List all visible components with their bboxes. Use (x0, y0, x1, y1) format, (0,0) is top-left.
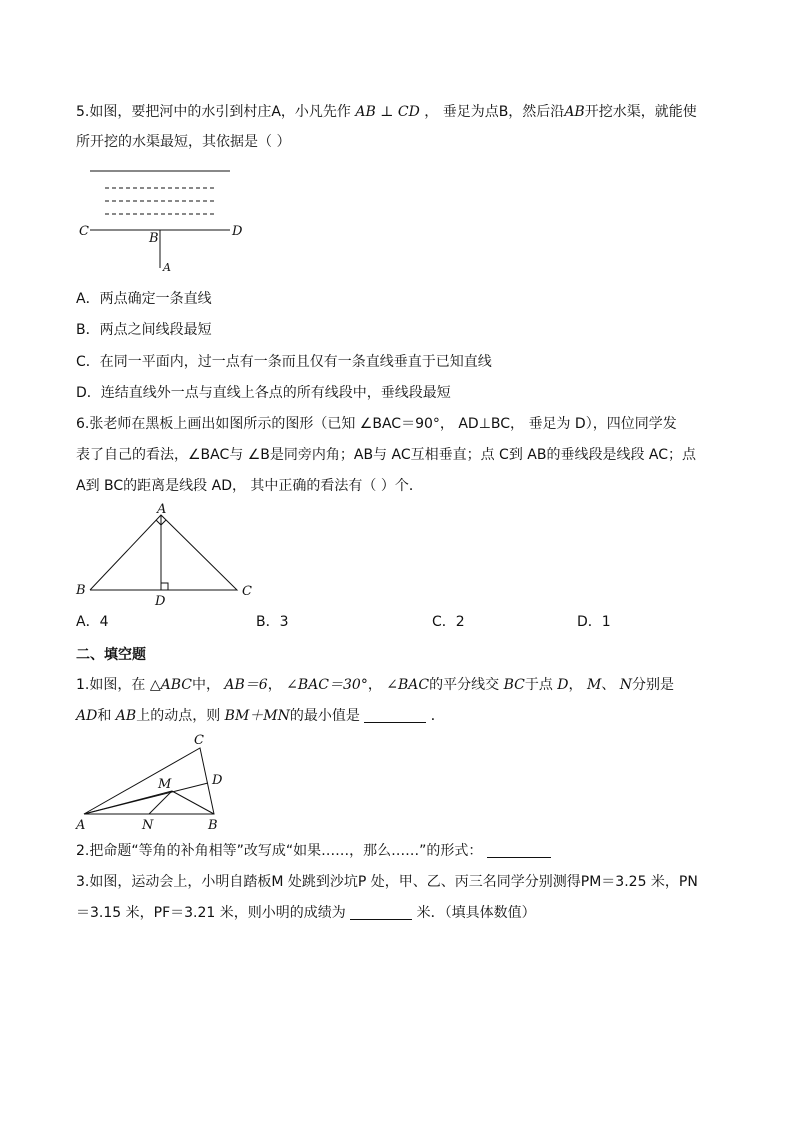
f1-text: 的平分线交 (429, 677, 504, 693)
f2-answer-blank[interactable] (487, 843, 551, 858)
q5-option-c: C．在同一平面内，过一点有一条而且仅有一条直线垂直于已知直线 (76, 354, 492, 370)
q6-option-d: D．1 (577, 614, 611, 630)
q5-stem-line2: 所开挖的水渠最短，其依据是（ ） (76, 134, 291, 150)
f1-label-a: A (76, 818, 86, 833)
f1-label-n: N (142, 818, 154, 833)
f3-answer-blank[interactable] (350, 905, 412, 920)
q6-stem-line2: 表了自己的看法，∠BAC与 ∠B是同旁内角；AB与 AC互相垂直；点 C到 AB的垂线段是线段 AC；点 (76, 447, 697, 463)
f1-text: ， (367, 677, 387, 693)
q5-label-c: C (79, 224, 89, 239)
q5-math-perp: AB ⊥ CD (355, 104, 420, 120)
f1-text: 、 (601, 677, 620, 693)
q6-label-d: D (155, 594, 166, 609)
f1-math: BM＋MN (224, 708, 290, 724)
f1-math: ∠BAC (386, 677, 430, 693)
q5-option-a: A．两点确定一条直线 (76, 291, 212, 307)
f1-text: ， (267, 677, 287, 693)
q6-stem-line3: A到 BC的距离是线段 AD， 其中正确的看法有（ ）个． (76, 478, 423, 494)
f1-math: N (619, 677, 633, 693)
q5-label-d: D (232, 224, 243, 239)
q5-option-b: B．两点之间线段最短 (76, 322, 212, 338)
f1-math: AB＝6 (224, 677, 268, 693)
f3-stem-line2 (76, 903, 536, 923)
f3-text: 米．（填具体数值） (416, 905, 536, 921)
f1-math: BC (503, 677, 525, 693)
f1-text: 分别是 (632, 677, 675, 693)
f1-text: 1.如图，在 (76, 677, 150, 693)
q5-text: 开挖水渠，就能使 (584, 104, 697, 120)
q5-label-b: B (149, 231, 159, 246)
q5-text: ， 垂足为点B，然后沿 (424, 104, 565, 120)
q6-option-c: C．2 (432, 614, 465, 630)
f1-text: 上的动点，则 (136, 708, 225, 724)
f1-label-m: M (158, 777, 172, 792)
f1-math: M (586, 677, 602, 693)
q6-stem-line1: 6.张老师在黑板上画出如图所示的图形（已知 ∠BAC＝90°， AD⊥BC， 垂足为 D），四位同学发 (76, 416, 677, 432)
f1-text: ． (430, 708, 445, 724)
f1-math: AD (76, 708, 98, 724)
q5-text: 5.如图，要把河中的水引到村庄A，小凡先作 (76, 104, 351, 120)
f1-text: 和 (97, 708, 116, 724)
f1-text: 中， (191, 677, 225, 693)
f1-math: △ABC (149, 677, 192, 693)
f1-text: 于点 (524, 677, 558, 693)
q5-label-a: A (163, 261, 171, 274)
f1-label-b: B (208, 818, 218, 833)
f2-text: 2.把命题“等角的补角相等”改写成“如果……，那么……”的形式： (76, 843, 483, 859)
f1-math: D (557, 677, 569, 693)
f3-text: ＝3.15 米，PF＝3.21 米，则小明的成绩为 (76, 905, 346, 921)
f1-text: 的最小值是 (289, 708, 360, 724)
q5-option-d: D．连结直线外一点与直线上各点的所有线段中，垂线段最短 (76, 385, 451, 401)
q6-option-b: B．3 (256, 614, 289, 630)
q6-label-a: A (157, 502, 167, 517)
section-heading-fill-in: 二、填空题 (76, 647, 146, 663)
q6-option-a: A．4 (76, 614, 109, 630)
f1-text: ， (568, 677, 587, 693)
q5-math-ab: AB (564, 104, 585, 120)
f1-math: ∠BAC＝30° (286, 677, 368, 693)
f2-stem (76, 841, 551, 861)
f1-label-c: C (194, 733, 204, 748)
f3-stem-line1: 3.如图，运动会上，小明自踏板M 处跳到沙坑P 处，甲、乙、丙三名同学分别测得PM＝3.25 米，PN (76, 874, 698, 890)
q6-label-c: C (242, 584, 252, 599)
f1-math: AB (115, 708, 137, 724)
q6-label-b: B (76, 583, 86, 598)
f1-label-d: D (212, 773, 223, 788)
